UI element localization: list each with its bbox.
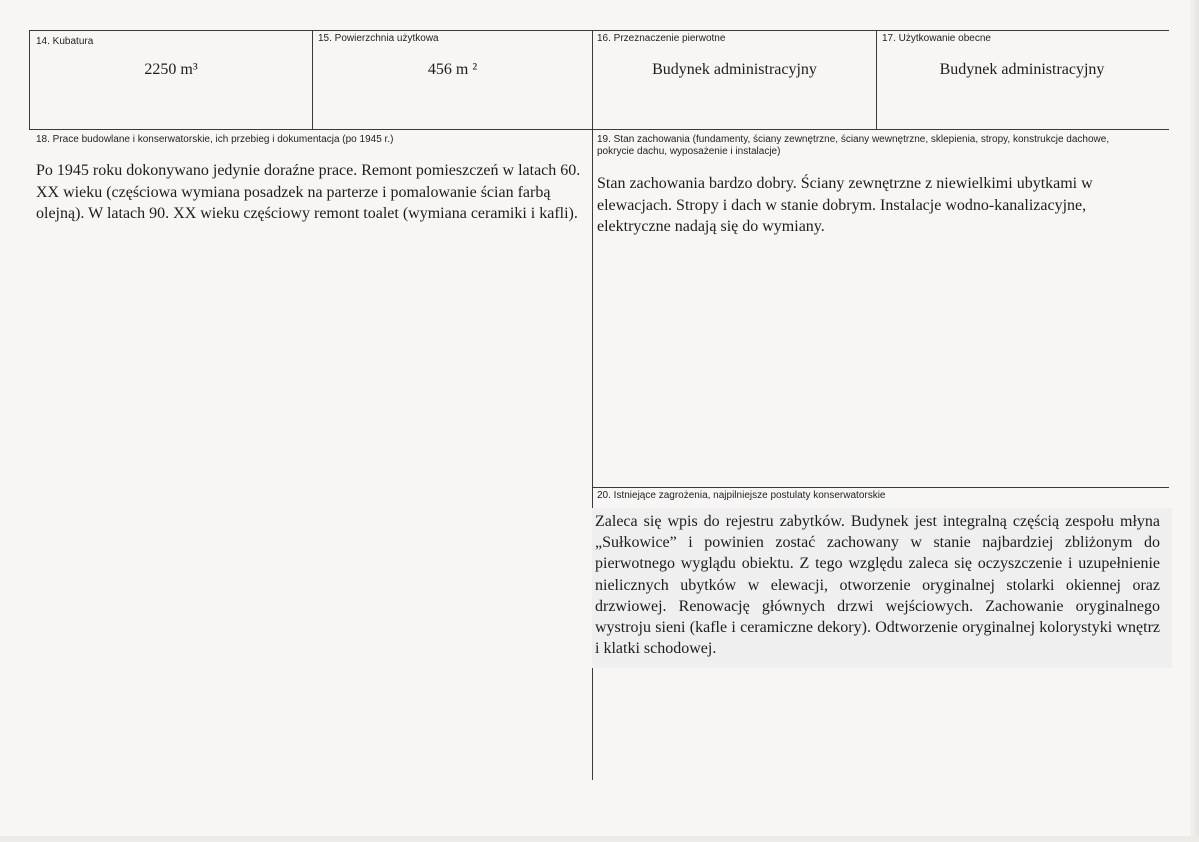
- field17-value: Budynek administracyjny: [939, 61, 1105, 78]
- left-border: [29, 30, 30, 130]
- scan-edge-right: [1190, 0, 1199, 842]
- field15-value: 456 m ²: [427, 61, 478, 78]
- field15-label: 15. Powierzchnia użytkowa: [318, 33, 439, 44]
- field18-label: 18. Prace budowlane i konserwatorskie, ich przebieg i dokumentacja (po 1945 r.): [36, 134, 394, 145]
- field19-label: 19. Stan zachowania (fundamenty, ściany zewnętrzne, ściany wewnętrzne, sklepienia, stropy, konstrukcje dachowe, pokrycie dachu, wyposażenie i instalacje): [597, 134, 1110, 157]
- col-divider-16-17: [876, 30, 877, 130]
- field17-label: 17. Użytkowanie obecne: [882, 33, 991, 44]
- scan-edge-bottom: [0, 836, 1199, 842]
- field18-text: Po 1945 roku dokonywano jedynie doraźne prace. Remont pomieszczeń w latach 60. XX wieku (częściowa wymiana posadzek na parterze i pomalowanie ścian farbą olejną). W latach 90. XX wieku częściowy remont toalet (wymiana ceramiki i kafli).: [36, 162, 581, 222]
- field14-value: 2250 m³: [144, 61, 198, 78]
- col-divider-14-15: [312, 30, 313, 130]
- field20-divider: [592, 487, 1169, 488]
- field14-label: 14. Kubatura: [36, 36, 94, 47]
- row-divider: [29, 129, 1169, 130]
- field20-label: 20. Istniejące zagrożenia, najpilniejsze postulaty konserwatorskie: [597, 490, 886, 501]
- field20-text: Zaleca się wpis do rejestru zabytków. Budynek jest integralną częścią zespołu młyna „Sułkowice” i powinien zostać zachowany w stanie najbardziej zbliżonym do pierwotnego wyglądu obiektu. Z tego względu zaleca się oczyszczenie i uzupełnienie nielicznych ubytków w elewacji, otworzenie oryginalnej stolarki okiennej oraz drzwiowej. Renowację głównych drzwi wejściowych. Zachowanie oryginalnego wystroju sieni (kafle i ceramiczne dekory). Odtworzenie oryginalnej kolorystyki wnętrz i klatki schodowej.: [595, 513, 1160, 658]
- field16-label: 16. Przeznaczenie pierwotne: [597, 33, 726, 44]
- top-border: [29, 30, 1169, 31]
- field16-value: Budynek administracyjny: [652, 61, 817, 78]
- field19-text: Stan zachowania bardzo dobry. Ściany zewnętrzne z niewielkimi ubytkami w elewacjach. Stropy i dach w stanie dobrym. Instalacje wodno-kanalizacyjne, elektryczne nadają się do wymiany.: [597, 175, 1093, 235]
